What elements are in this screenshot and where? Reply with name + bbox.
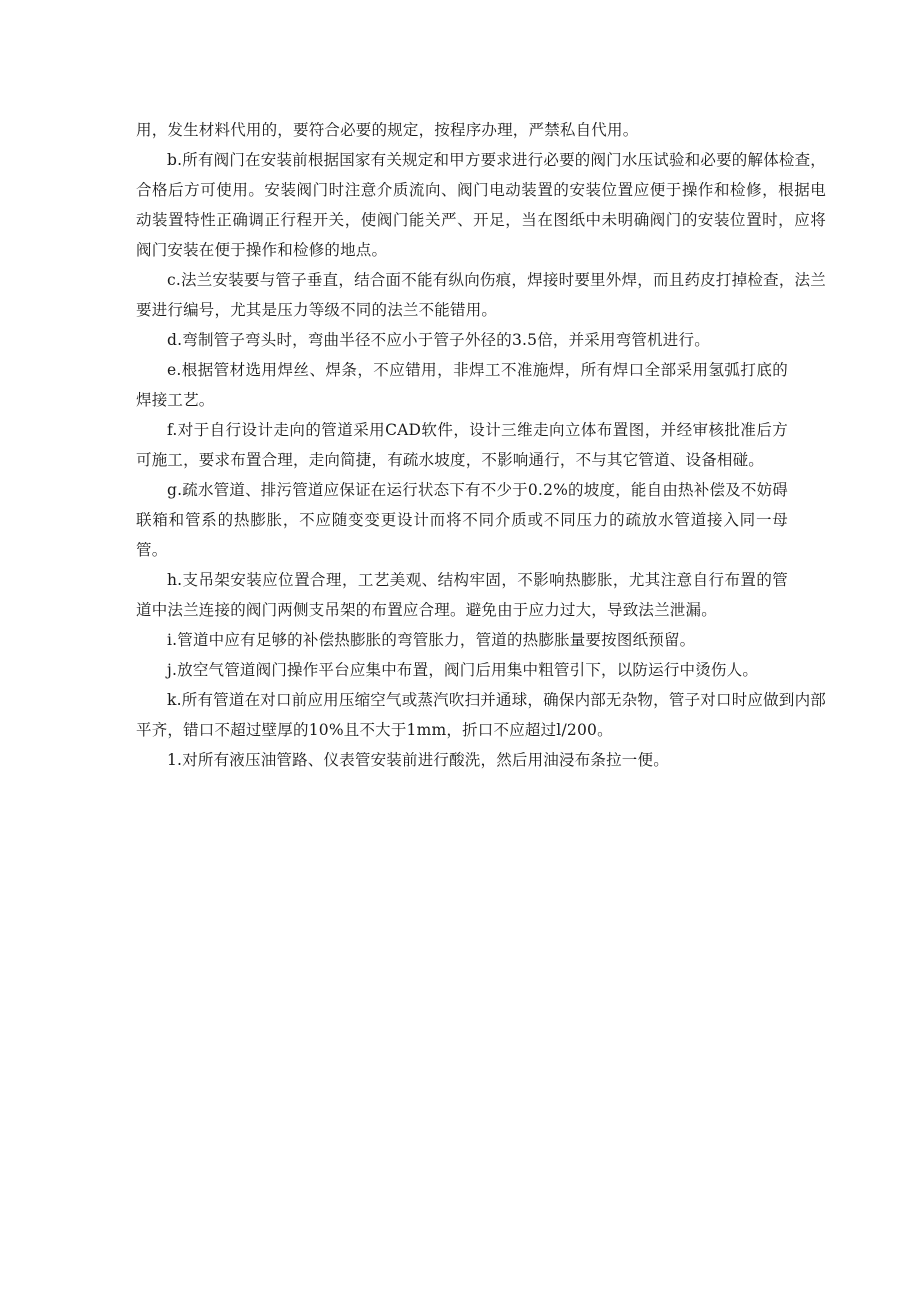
paragraph-continuation: 用，发生材料代用的，要符合必要的规定，按程序办理，严禁私自代用。 [136,121,639,139]
paragraph-k-purging: k.所有管道在对口前应用压缩空气或蒸汽吹扫并通球，确保内部无杂物，管子对口时应做到内部平齐，错口不超过壁厚的10%且不大于1mm，折口不应超过l/200。 [136,691,826,739]
document-body [136,115,826,775]
paragraph-d-bends: d.弯制管子弯头时，弯曲半径不应小于管子外径的3.5倍，并采用弯管机进行。 [167,331,710,349]
paragraph-l-pickling: 1.对所有液压油管路、仪表管安装前进行酸洗，然后用油浸布条拉一便。 [167,751,669,769]
paragraph-j-venting: j.放空气管道阀门操作平台应集中布置，阀门后用集中粗管引下，以防运行中烫伤人。 [167,661,759,679]
paragraph-g-drainage: g.疏水管道、排污管道应保证在运行状态下有不少于0.2%的坡度，能自由热补偿及不妨碍联箱和管系的热膨胀，不应随变变更设计而将不同介质或不同压力的疏放水管道接入同一母管。 [136,481,788,559]
paragraph-h-supports: h.支吊架安装应位置合理，工艺美观、结构牢固，不影响热膨胀，尤其注意自行布置的管道中法兰连接的阀门两侧支吊架的布置应合理。避免由于应力过大，导致法兰泄漏。 [136,571,788,619]
paragraph-c-flanges: c.法兰安装要与管子垂直，结合面不能有纵向伤痕，焊接时要里外焊，而且药皮打掉检查，法兰要进行编号，尤其是压力等级不同的法兰不能错用。 [136,271,826,319]
paragraph-e-welding: e.根据管材选用焊丝、焊条，不应错用，非焊工不准施焊，所有焊口全部采用氢弧打底的焊接工艺。 [136,361,788,409]
paragraph-f-routing: f.对于自行设计走向的管道采用CAD软件，设计三维走向立体布置图，并经审核批准后方可施工，要求布置合理，走向简捷，有疏水坡度，不影响通行，不与其它管道、设备相碰。 [136,421,788,469]
paragraph-i-expansion: i.管道中应有足够的补偿热膨胀的弯管胀力，管道的热膨胀量要按图纸预留。 [167,631,696,649]
paragraph-b-valves: b.所有阀门在安装前根据国家有关规定和甲方要求进行必要的阀门水压试验和必要的解体检查，合格后方可使用。安装阀门时注意介质流向、阀门电动装置的安装位置应便于操作和检修，根据电动装置特性正确调正行程开关，使阀门能关严、开足，当在图纸中未明确阀门的安装位置时，应将阀门安装在便于操作和检修的地点。 [136,151,826,259]
